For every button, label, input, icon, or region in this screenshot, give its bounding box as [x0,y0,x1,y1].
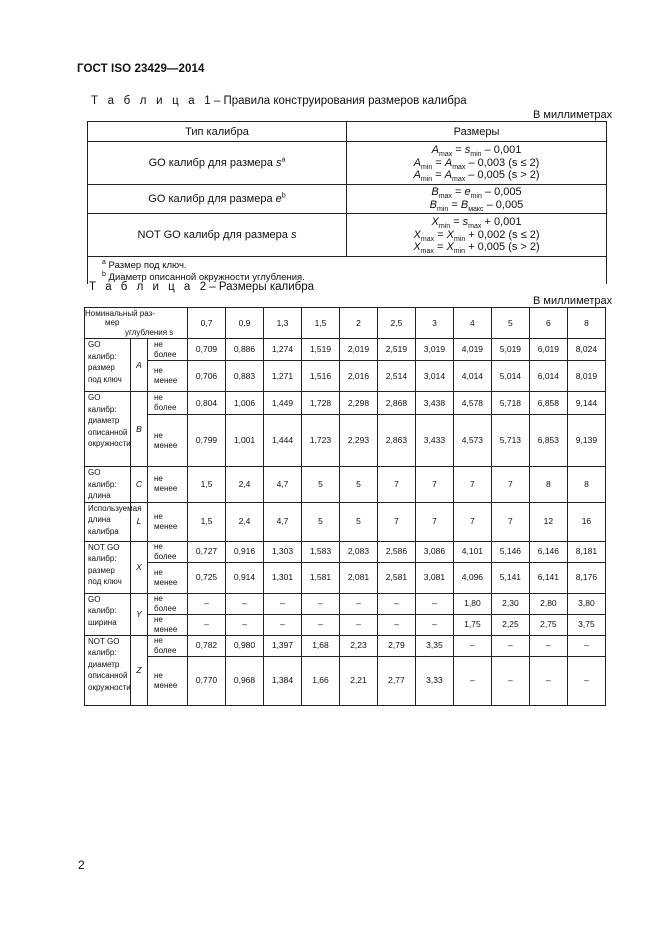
table-cell: 1,5 [188,467,226,503]
table2-row [85,502,606,541]
table1-caption [91,95,467,107]
table2-row [85,656,606,705]
table-cell: – [453,656,491,705]
gauge-name: Используемая длина калибра [85,502,131,541]
gauge-name: GO калибр: длина [85,467,131,503]
table-cell: 8,176 [567,562,605,593]
column-header-dimensions: Размеры [347,122,607,142]
table-cell: 2,083 [339,541,377,562]
size-header: 6 [529,308,567,339]
formula-value: + 0,005 (s > 2) [465,241,540,254]
table2-row [85,415,606,467]
table-cell: 3,75 [567,614,605,635]
table-cell: 6,146 [529,541,567,562]
size-header: 0,9 [226,308,264,339]
table2-row [85,339,606,361]
gauge-name: GO калибр: размер под ключ [85,339,131,392]
formula-subscript: max [420,248,434,256]
table-cell: 4,7 [264,467,302,503]
table-cell: 2,586 [377,541,415,562]
gauge-name: NOT GO калибр: диаметр описанной окружности [85,635,131,705]
table2-units: В миллиметрах [533,295,613,307]
gauge-type-text: GO калибр для размера [148,193,276,205]
table-cell: 6,141 [529,562,567,593]
corner-line: мер [105,318,120,328]
gauge-dimensions-table [84,307,606,706]
limit-label: не более [148,392,188,415]
table-cell: 0,883 [226,361,264,392]
formula-var: X [446,228,454,241]
table-cell: 7 [491,502,529,541]
table2-row [85,562,606,593]
formula-var: X [413,241,421,254]
table-cell: 1,75 [453,614,491,635]
table-cell: – [226,614,264,635]
table-cell: 1,728 [301,392,339,415]
limit-label: не более [148,635,188,656]
table-cell: 1,519 [301,339,339,361]
table-cell: 1,449 [264,392,302,415]
table-cell: 1,444 [264,415,302,467]
table1-units: В миллиметрах [533,109,613,121]
table-cell: – [301,593,339,614]
formula-subscript: max [452,163,466,171]
formula-subscript: min [453,235,466,243]
formula-var: X [446,241,454,254]
table2-row [85,593,606,614]
formula-line: $X_{max} = X_{min} + 0,002$ (s ≤ 2) [413,228,540,243]
gauge-type-text: GO калибр для размера [148,157,276,169]
limit-label: не менее [148,562,188,593]
table-cell: – [301,614,339,635]
table-cell: 2,4 [226,467,264,503]
footnote-text: Диаметр описанной окружности углубления. [105,272,305,283]
gauge-type-cell [88,185,347,214]
table1-caption-text: 1 – Правила конструирования размеров калибра [204,95,467,107]
table-cell: 2,298 [339,392,377,415]
table-cell: 4,578 [453,392,491,415]
dimension-formulas-cell [347,142,607,185]
table-cell: 8 [567,467,605,503]
table-cell: 2,863 [377,415,415,467]
size-header-corner [85,308,188,339]
formula-var: B [460,199,469,211]
formula-value: – 0,005 [481,186,522,199]
formula-var: s [464,144,471,157]
gauge-name: NOT GO калибр: размер под ключ [85,541,131,593]
table-cell: 7 [377,467,415,503]
table-cell: – [567,635,605,656]
formula-line: $A_{min} = A_{max} - 0,003$ (s ≤ 2) [413,156,540,171]
table-cell: 0,916 [226,541,264,562]
footnote-mark: a [281,156,286,164]
formula-subscript: max [420,235,435,243]
limit-label: не более [148,593,188,614]
table-cell: 2,77 [377,656,415,705]
size-header: 4 [453,308,491,339]
gauge-rules-table [87,121,607,284]
limit-label: не менее [148,502,188,541]
table-cell: 5,014 [491,361,529,392]
table-cell: 5 [339,502,377,541]
formula-line: $B_{min} = B_{макс} - 0,005$ [429,199,524,214]
corner-line: углубления s [125,327,174,337]
table-cell: 4,019 [453,339,491,361]
table-cell: – [491,656,529,705]
table-cell: 0,968 [226,656,264,705]
gauge-type-symbol: s [275,157,282,169]
table2-header-row [85,308,606,339]
table-cell: 1,583 [301,541,339,562]
table-cell: – [188,593,226,614]
gauge-type-symbol: e [275,193,282,205]
formula-value: + 0,002 (s ≤ 2) [465,228,540,241]
formula-subscript: макс [468,206,484,214]
table-cell: 3,019 [415,339,453,361]
dimension-formulas-cell [347,185,607,214]
table-cell: 4,101 [453,541,491,562]
table-cell: 2,79 [377,635,415,656]
table-cell: 0,886 [226,339,264,361]
table-cell: – [377,593,415,614]
table-cell: 12 [529,502,567,541]
table-cell: 2,081 [339,562,377,593]
table-cell: 8 [529,467,567,503]
table-cell: 2,016 [339,361,377,392]
table-cell: 4,573 [453,415,491,467]
table-cell: 2,019 [339,339,377,361]
table-cell: 1,001 [226,415,264,467]
table-cell: 3,33 [415,656,453,705]
table-cell: 7 [453,502,491,541]
table-cell: 4,7 [264,502,302,541]
formula-line: $X_{max} = X_{min} + 0,005$ (s > 2) [413,241,540,256]
table-cell: – [415,614,453,635]
table-cell: 1,723 [301,415,339,467]
table-cell: 4,014 [453,361,491,392]
corner-line: Номинальный раз- [85,308,155,318]
table-cell: 2,25 [491,614,529,635]
table-cell: 2,581 [377,562,415,593]
table-cell: 7 [491,467,529,503]
table-cell: 5 [301,502,339,541]
table-cell: 1,581 [301,562,339,593]
gauge-type-cell [88,142,347,185]
footnote [102,260,606,272]
document-header: ГОСТ ISO 23429—2014 [77,63,205,75]
table-cell: 0,706 [188,361,226,392]
size-header: 8 [567,308,605,339]
table-cell: 3,081 [415,562,453,593]
table-cell: 1,68 [301,635,339,656]
table-cell: 1,384 [264,656,302,705]
formula-line: $B_{max} = e_{min} - 0,005$ [431,186,522,201]
table-cell: – [226,593,264,614]
table1-row [88,142,607,185]
table-cell: – [415,593,453,614]
table2-caption-text: 2 – Размеры калибра [199,281,315,293]
table-cell: 5 [301,467,339,503]
table-cell: 8,024 [567,339,605,361]
table-cell: – [339,614,377,635]
table-cell: 0,770 [188,656,226,705]
size-header: 1,3 [264,308,302,339]
table1-caption-word: Т а б л и ц а [91,95,198,107]
table-cell: 3,80 [567,593,605,614]
table-cell: 1,80 [453,593,491,614]
gauge-type-cell [88,214,347,257]
table-cell: 1,303 [264,541,302,562]
table-cell: 0,914 [226,562,264,593]
formula-var: A [431,144,439,157]
table-cell: – [529,635,567,656]
size-header: 2 [339,308,377,339]
table-cell: 8,019 [567,361,605,392]
formula-subscript: min [470,193,482,201]
table-cell: – [264,614,302,635]
gauge-name: GO калибр: диаметр описанной окружности [85,392,131,467]
formula-var: A [413,169,421,182]
table-cell: 2,293 [339,415,377,467]
formula-subscript: min [420,176,433,184]
table2-row [85,467,606,503]
formula-line: $A_{max} = s_{min} - 0,001$ [431,144,522,159]
gauge-symbol: A [131,339,148,392]
size-header: 0,7 [188,308,226,339]
table-cell: 7 [453,467,491,503]
dimension-formulas-cell [347,214,607,257]
table1-row [88,185,607,214]
formula-subscript: min [421,163,433,171]
table2-row [85,635,606,656]
table-cell: 0,799 [188,415,226,467]
table-cell: 6,853 [529,415,567,467]
formula-subscript: min [437,206,449,214]
gauge-type-text: NOT GO калибр для размера [137,229,291,241]
table-cell: 4,096 [453,562,491,593]
gauge-symbol: Y [131,593,148,635]
formula-subscript: min [438,223,451,231]
table-cell: – [491,635,529,656]
table-cell: 6,019 [529,339,567,361]
table-cell: – [188,614,226,635]
table-cell: 1,274 [264,339,302,361]
formula-var: X [413,228,421,241]
formula-var: X [431,216,439,229]
footnote-text: Размер под ключ. [105,260,187,271]
formula-subscript: max [468,223,482,231]
footnote-mark: b [281,192,286,200]
table-cell: 7 [415,467,453,503]
limit-label: не менее [148,361,188,392]
gauge-symbol: B [131,392,148,467]
table-cell: 2,519 [377,339,415,361]
table-cell: 3,014 [415,361,453,392]
table-cell: – [339,593,377,614]
gauge-symbol: C [131,467,148,503]
table-cell: – [377,614,415,635]
table1-notes-row [88,257,607,285]
limit-label: не более [148,339,188,361]
table-cell: 2,75 [529,614,567,635]
limit-label: не менее [148,415,188,467]
formula-var: A [444,156,453,169]
formula-subscript: min [470,151,482,159]
gauge-symbol: X [131,541,148,593]
table-cell: 1,006 [226,392,264,415]
table-cell: 1,5 [188,502,226,541]
table-cell: 2,80 [529,593,567,614]
table-cell: – [567,656,605,705]
table-cell: 0,727 [188,541,226,562]
table-cell: – [453,635,491,656]
table-cell: 8,181 [567,541,605,562]
formula-line: $A_{min} = A_{max} - 0,005$ (s > 2) [413,169,540,184]
table-cell: 2,23 [339,635,377,656]
table-cell: – [529,656,567,705]
formula-var: e [464,186,471,199]
table-cell: 9,144 [567,392,605,415]
size-header: 3 [415,308,453,339]
table2-row [85,392,606,415]
limit-label: не менее [148,614,188,635]
table-cell: 9,139 [567,415,605,467]
formula-subscript: max [439,151,453,159]
table-cell: 16 [567,502,605,541]
table-cell: 1,66 [301,656,339,705]
formula-value: + 0,001 [481,216,522,229]
gauge-type-symbol: s [290,229,297,241]
formula-var: B [431,186,439,199]
column-header-gauge-type: Тип калибра [88,122,347,142]
formula-value: – 0,005 [483,199,524,211]
table-cell: 7 [377,502,415,541]
table2-row [85,614,606,635]
table-cell: 7 [415,502,453,541]
formula-line: $X_{min} = s_{max} + 0,001$ [431,216,522,231]
table-cell: 2,514 [377,361,415,392]
table-cell: 3,433 [415,415,453,467]
table-cell: 1,397 [264,635,302,656]
formula-value: – 0,001 [481,144,522,157]
table-cell: 5,141 [491,562,529,593]
table-cell: 5 [339,467,377,503]
size-header: 1,5 [301,308,339,339]
page-number: 2 [78,858,85,872]
table-cell: 5,019 [491,339,529,361]
formula-subscript: max [451,176,466,184]
table-cell: 0,709 [188,339,226,361]
table2-caption [89,281,314,293]
table-cell: 0,782 [188,635,226,656]
gauge-symbol: L [131,502,148,541]
table-cell: 2,868 [377,392,415,415]
table-cell: – [264,593,302,614]
formula-value: – 0,003 (s ≤ 2) [465,156,540,169]
table-cell: 1,516 [301,361,339,392]
footnote-mark: b [102,270,106,278]
formula-var: s [462,216,469,229]
table-cell: 0,804 [188,392,226,415]
limit-label: не менее [148,656,188,705]
footnote-mark: a [102,258,106,266]
gauge-symbol: Z [131,635,148,705]
formula-subscript: max [438,193,452,201]
table-cell: 0,725 [188,562,226,593]
table-cell: 1,271 [264,361,302,392]
table-cell: 2,21 [339,656,377,705]
table-cell: 6,858 [529,392,567,415]
table-cell: 3,438 [415,392,453,415]
table-cell: 5,718 [491,392,529,415]
table1-row [88,214,607,257]
table2-row [85,361,606,392]
table-cell: 6,014 [529,361,567,392]
table-cell: 3,35 [415,635,453,656]
formula-var: A [413,156,422,169]
table-cell: 5,713 [491,415,529,467]
size-header: 5 [491,308,529,339]
table-cell: 5,146 [491,541,529,562]
size-header: 2,5 [377,308,415,339]
formula-subscript: min [453,248,466,256]
table-cell: 2,4 [226,502,264,541]
table-cell: 1,301 [264,562,302,593]
table1-footnotes [88,257,607,285]
formula-var: A [444,169,452,182]
table-cell: 2,30 [491,593,529,614]
table-cell: 0,980 [226,635,264,656]
limit-label: не более [148,541,188,562]
gauge-name: GO калибр: ширина [85,593,131,635]
table2-row [85,541,606,562]
limit-label: не менее [148,467,188,503]
formula-var: B [429,199,438,211]
table2-caption-word: Т а б л и ц а [89,281,194,293]
table-cell: 3,086 [415,541,453,562]
formula-value: – 0,005 (s > 2) [465,169,540,182]
